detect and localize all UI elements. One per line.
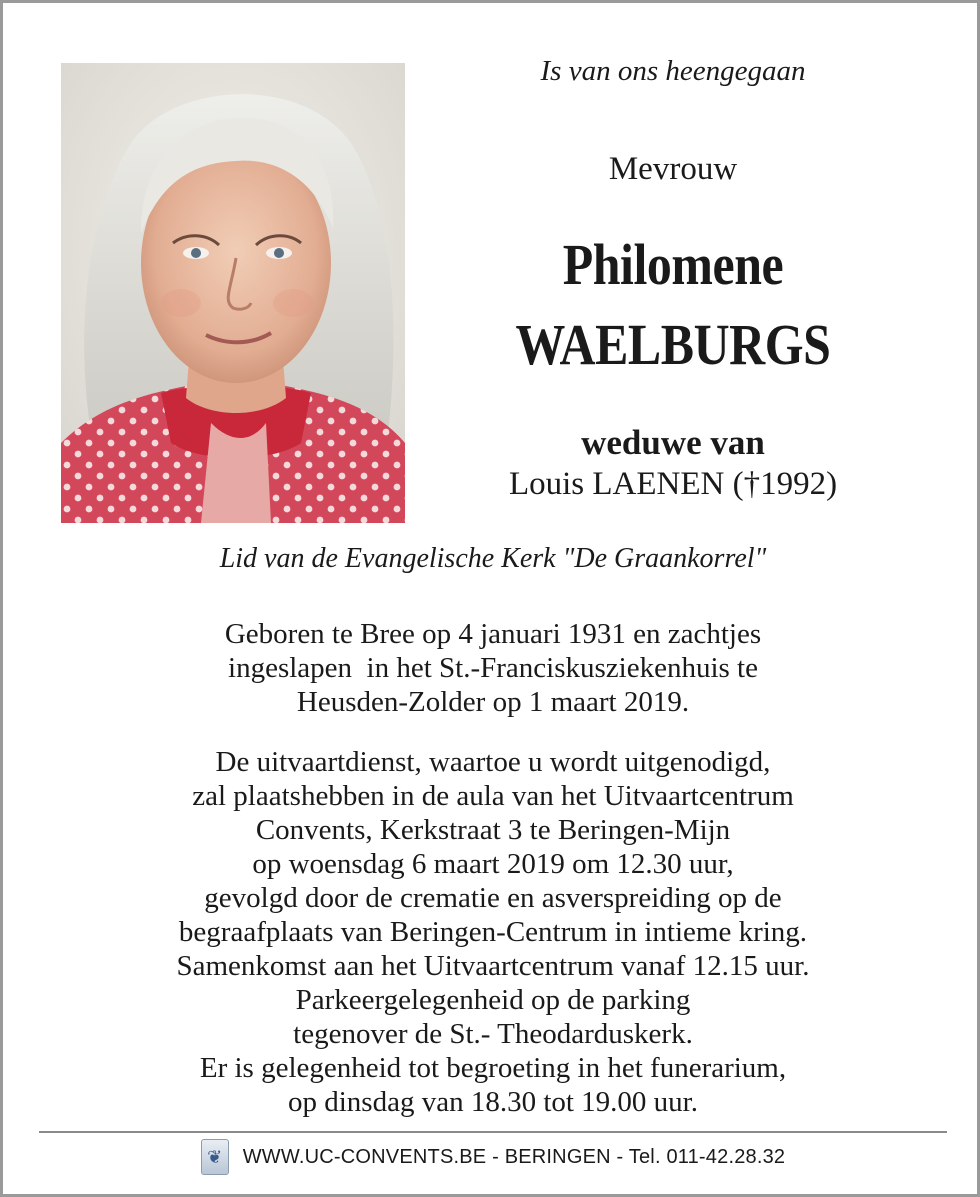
paragraph-line: Parkeergelegenheid op de parking [295, 984, 691, 1016]
paragraph-line: Samenkomst aan het Uitvaartcentrum vanaf 12.15 uur. [176, 950, 810, 982]
intro-text: Is van ons heengegaan [540, 55, 806, 87]
church-membership: Lid van de Evangelische Kerk "De Graankorrel" [219, 543, 767, 574]
footer-contact: WWW.UC-CONVENTS.BE - BERINGEN - Tel. 011-42.28.32 [242, 1145, 786, 1168]
spouse-name: Louis LAENEN (†1992) [508, 466, 838, 502]
paragraph-line: ingeslapen in het St.-Franciskusziekenhuis te [228, 652, 758, 684]
paragraph-line: De uitvaartdienst, waartoe u wordt uitgenodigd, [215, 746, 771, 778]
paragraph-line: gevolgd door de crematie en asverspreiding op de [204, 882, 782, 914]
paragraph-line: begraafplaats van Beringen-Centrum in intieme kring. [178, 916, 808, 948]
paragraph-line: tegenover de St.- Theodarduskerk. [293, 1018, 693, 1050]
portrait-photo [61, 63, 405, 523]
birth-death-paragraph [43, 617, 943, 719]
paragraph-line: op dinsdag van 18.30 tot 19.00 uur. [287, 1086, 698, 1118]
paragraph-line: Er is gelegenheid tot begroeting in het funerarium, [199, 1052, 787, 1084]
paragraph-line: Heusden-Zolder op 1 maart 2019. [296, 686, 690, 718]
paragraph-line: op woensdag 6 maart 2019 om 12.30 uur, [252, 848, 734, 880]
paragraph-line: zal plaatshebben in de aula van het Uitvaartcentrum [192, 780, 794, 812]
widow-label: weduwe van [581, 423, 765, 462]
deceased-first-name: Philomene [562, 232, 784, 297]
funeral-home-logo-icon: ❦ [201, 1139, 229, 1175]
footer [3, 1138, 980, 1176]
footer-divider [39, 1131, 947, 1133]
honorific-title: Mevrouw [608, 151, 738, 187]
paragraph-line: Geboren te Bree op 4 januari 1931 en zachtjes [224, 618, 762, 650]
deceased-last-name: WAELBURGS [515, 312, 831, 377]
paragraph-line: Convents, Kerkstraat 3 te Beringen-Mijn [255, 814, 731, 846]
ceremony-paragraph [43, 745, 943, 1119]
